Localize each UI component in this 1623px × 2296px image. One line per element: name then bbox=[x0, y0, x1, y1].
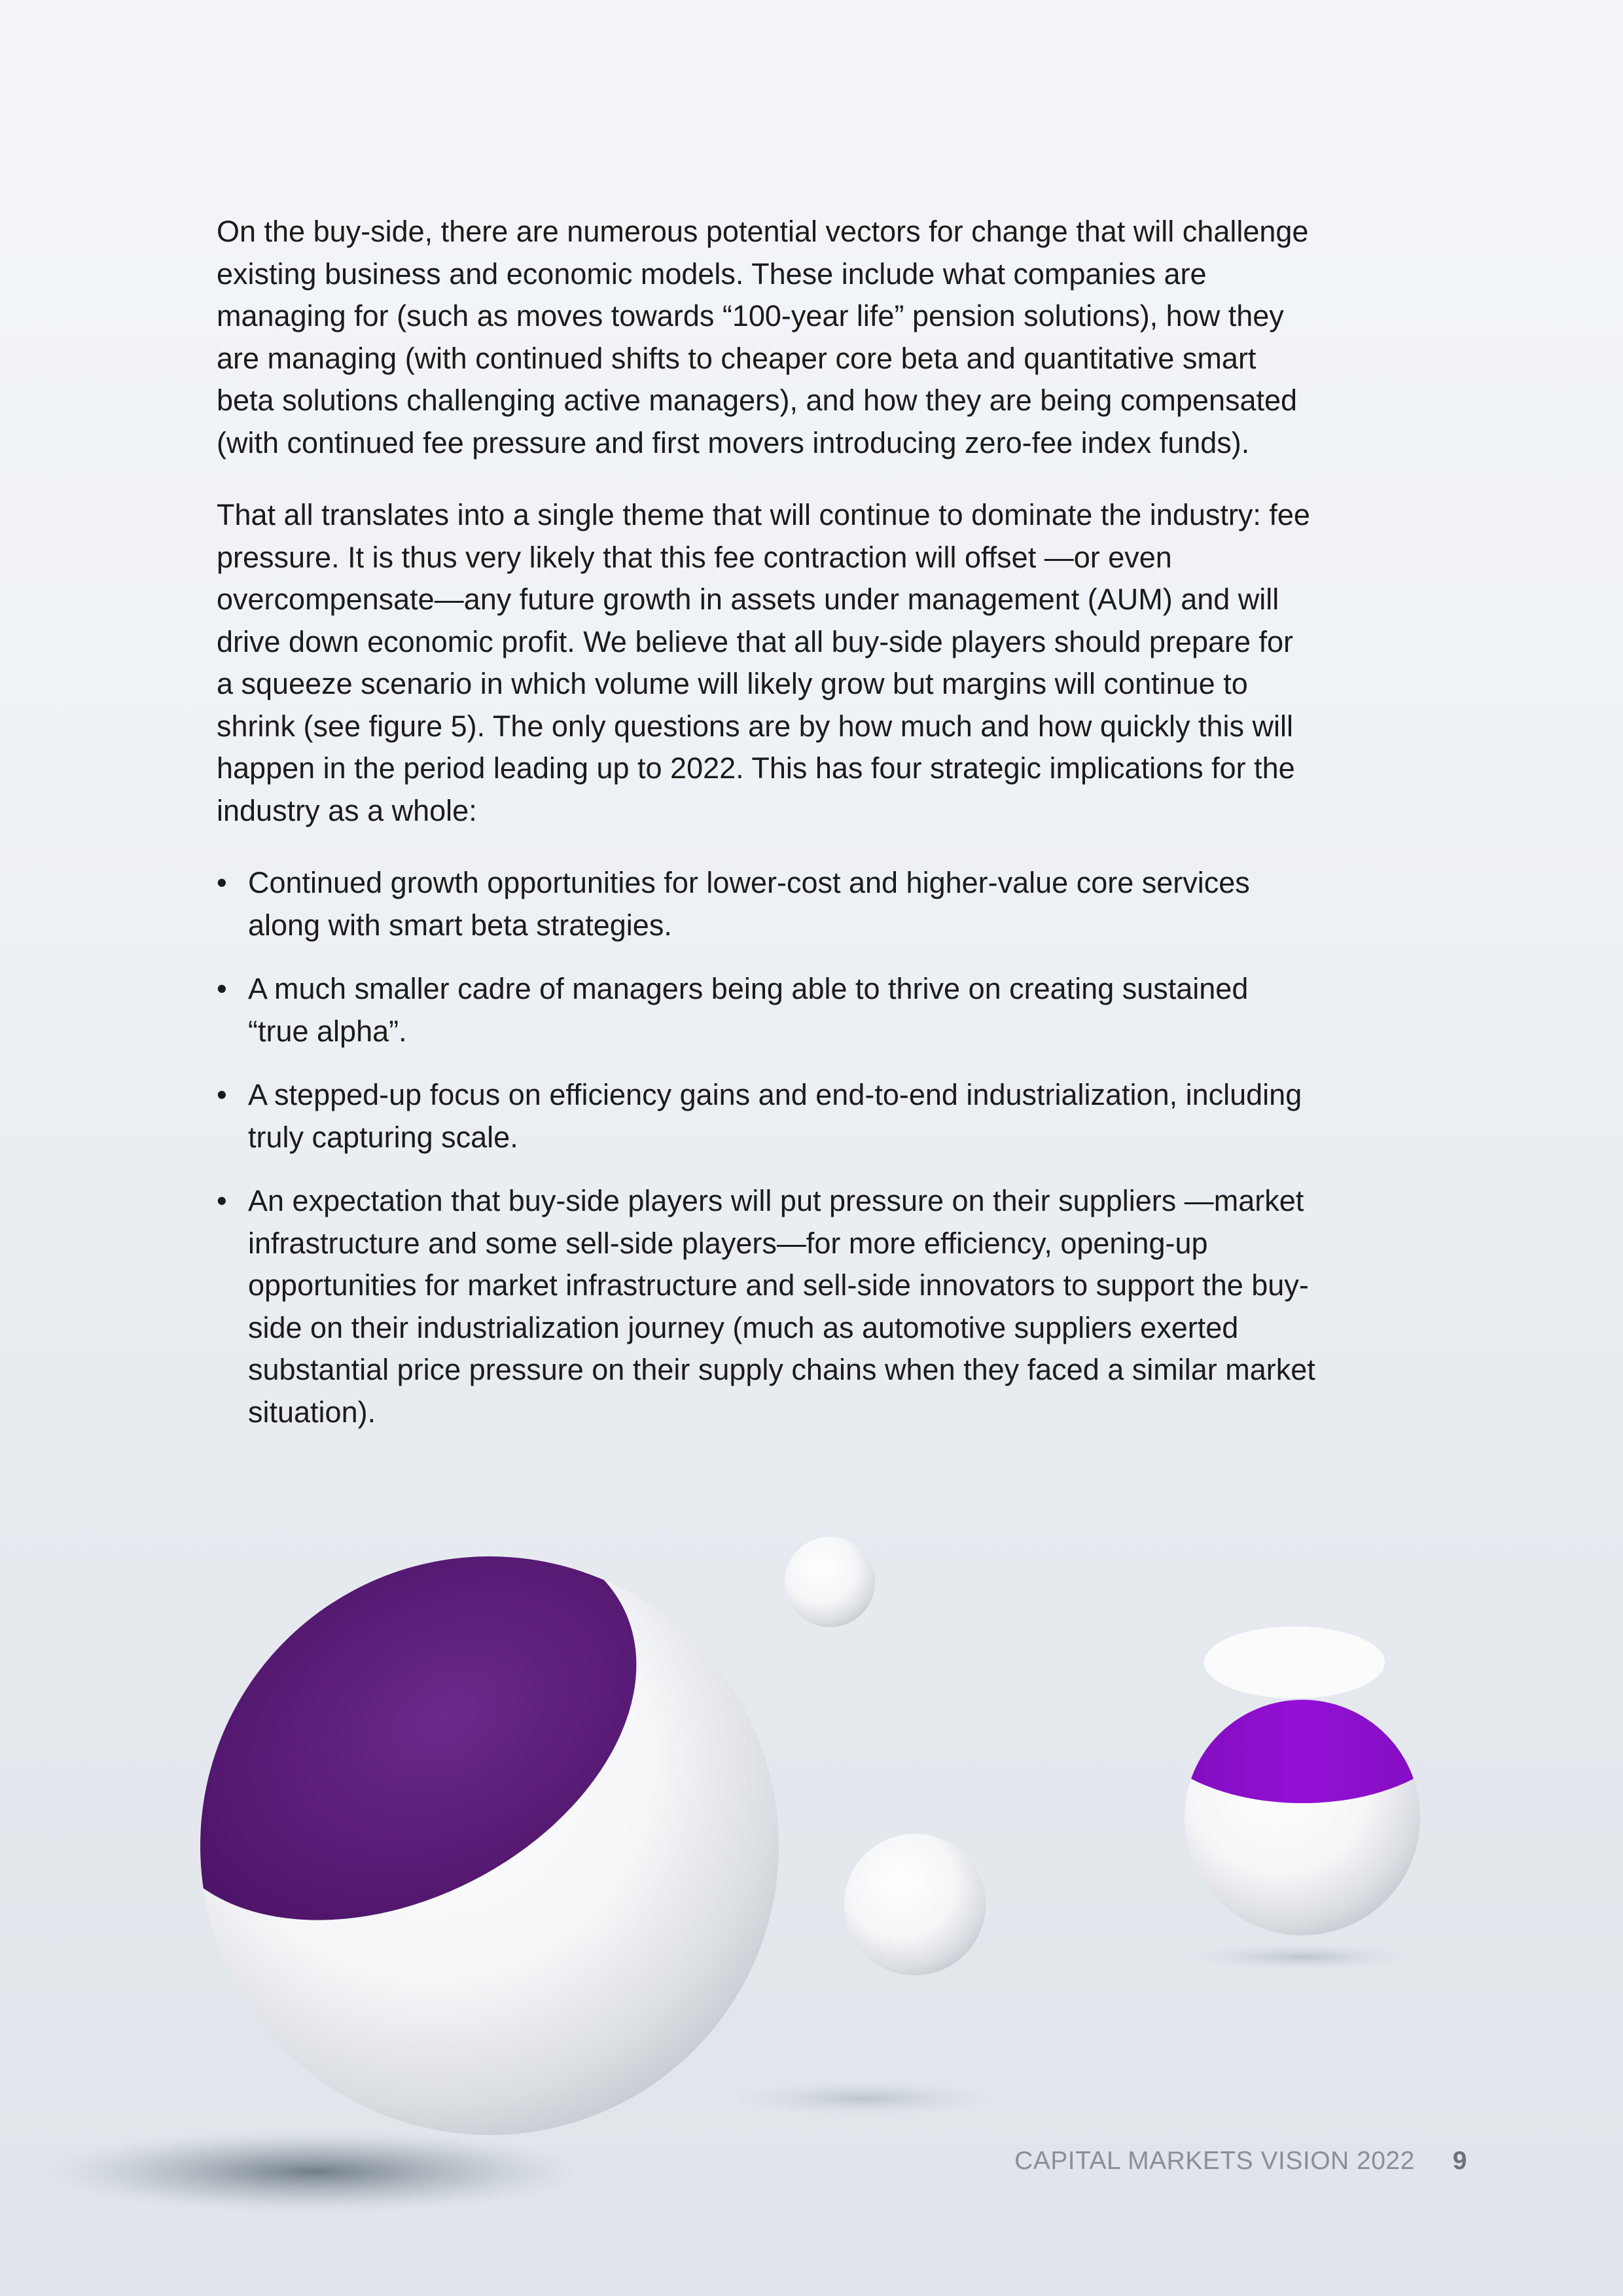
list-item bbox=[217, 1074, 1316, 1158]
main-text bbox=[217, 211, 1316, 1455]
paragraph-buy-side-vectors: On the buy-side, there are numerous potential vectors for change that will challenge existing business and economic models. These include what companies are managing for (such as moves towards “100-year life” pension solutions), how they are managing (with continued shifts to cheaper core beta and quantitative smart beta solutions challenging active managers), and how they are being compensated (with continued fee pressure and first movers introducing zero-fee index funds). bbox=[217, 215, 1309, 459]
list-item bbox=[217, 862, 1316, 946]
page-footer bbox=[1014, 2147, 1467, 2176]
list-item-text: A stepped-up focus on efficiency gains and end-to-end industrialization, including truly capturing scale. bbox=[248, 1078, 1302, 1154]
big-purple-sphere bbox=[82, 1505, 779, 2135]
list-item-text: Continued growth opportunities for lower-cost and higher-value core services along with smart beta strategies. bbox=[248, 866, 1250, 942]
big-sphere-shadow bbox=[39, 2130, 589, 2214]
list-item-text: An expectation that buy-side players will put pressure on their suppliers —market infrastructure and some sell-side players—for more efficiency, opening-up opportunities for market infrastructure and sell-side innovators to support the buy-side on their industrialization journey (much as automotive suppliers exerted substantial price pressure on their supply chains when they faced a similar market situation). bbox=[248, 1184, 1315, 1429]
small-sphere-shadow bbox=[733, 2081, 995, 2115]
bullet-marker: • bbox=[217, 1184, 227, 1217]
publication-title: CAPITAL MARKETS VISION 2022 bbox=[1014, 2147, 1415, 2175]
spheres-illustration bbox=[0, 1505, 1623, 2296]
implications-list bbox=[217, 862, 1316, 1433]
paragraph-fee-pressure: That all translates into a single theme that will continue to dominate the industry: fee pressure. It is thus very likely that this fee contraction will offset —or even overcompensate—any future growth in assets under management (AUM) and will drive down economic profit. We believe that all buy-side players should prepare for a squeeze scenario in which volume will likely grow but margins will continue to shrink (see figure 5). The only questions are by how much and how quickly this will happen in the period leading up to 2022. This has four strategic implications for the industry as a whole: bbox=[217, 498, 1310, 827]
white-sphere-middle bbox=[844, 1834, 986, 1975]
small-white-sphere-top bbox=[785, 1537, 875, 1627]
bullet-marker: • bbox=[217, 972, 227, 1005]
right-sphere-shadow bbox=[1191, 1944, 1414, 1970]
right-purple-band-sphere bbox=[1139, 1620, 1466, 1935]
list-item bbox=[217, 968, 1316, 1052]
page-number: 9 bbox=[1452, 2147, 1467, 2175]
bullet-marker: • bbox=[217, 866, 227, 899]
list-item-text: A much smaller cadre of managers being able to thrive on creating sustained “true alpha”. bbox=[248, 972, 1249, 1048]
bullet-marker: • bbox=[217, 1078, 227, 1111]
list-item bbox=[217, 1180, 1316, 1433]
